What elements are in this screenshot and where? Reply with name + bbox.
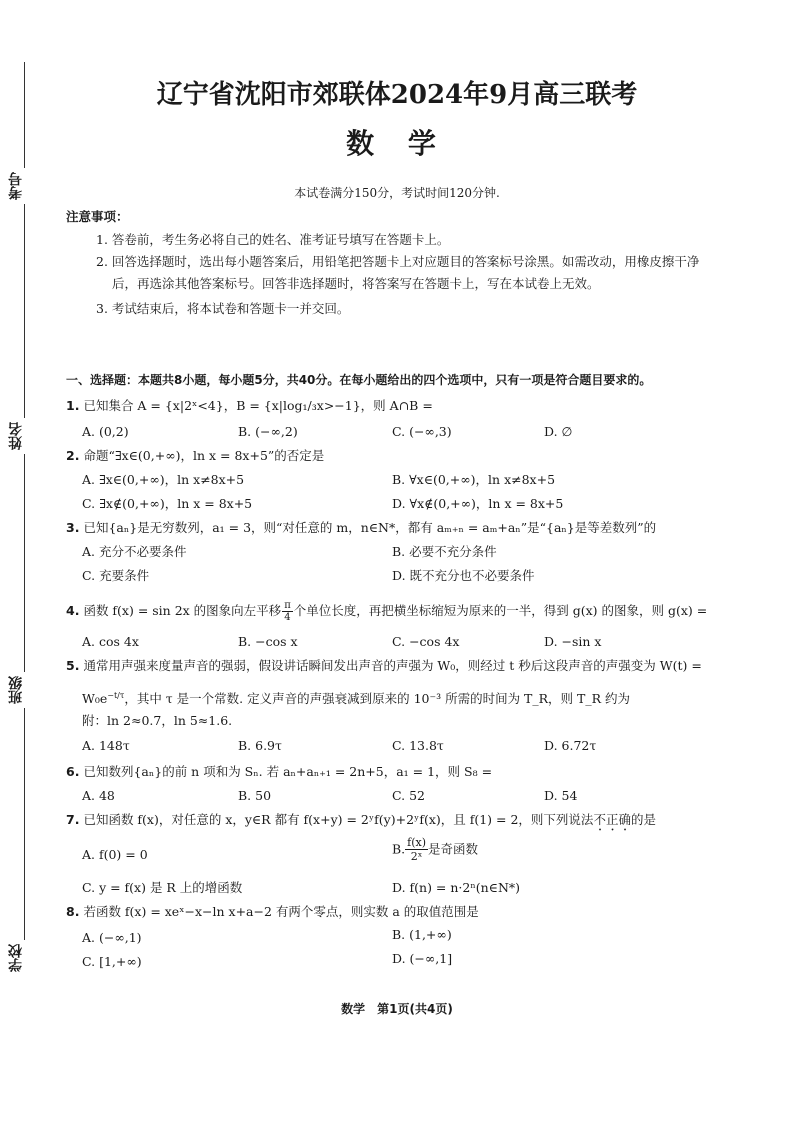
question-number: 3. <box>66 520 80 535</box>
option-a: A. cos 4x <box>82 634 139 649</box>
question-stem: 已知数列{aₙ}的前 n 项和为 Sₙ. 若 aₙ+aₙ₊₁ = 2n+5，a₁ = 1，则 S₈ = <box>83 764 493 779</box>
option-d: D. 54 <box>544 788 578 803</box>
option-a: A. 充分不必要条件 <box>82 544 187 559</box>
question-8 <box>66 904 479 920</box>
option-d: D. f(n) = n·2ⁿ(n∈N*) <box>392 880 521 895</box>
question-number: 2. <box>66 448 80 463</box>
formula: W₀e <box>82 691 108 707</box>
fraction-numerator: f(x) <box>407 836 427 849</box>
exam-title: 辽宁省沈阳市郊联体2024年9月高三联考 <box>156 80 638 110</box>
fraction-denominator: 2ˣ <box>410 850 423 863</box>
question-stem: 已知集合 A = {x|2ˣ<4}，B = {x|log₁/₃x>−1}，则 A∩B = <box>83 398 433 413</box>
option-b-tail: 是奇函数 <box>428 841 479 857</box>
option-c: C. ∃x∉(0,+∞)，ln x = 8x+5 <box>82 496 253 511</box>
option-c: C. −cos 4x <box>392 634 460 649</box>
question-number: 6. <box>66 764 80 779</box>
question-stem: 已知函数 f(x)，对任意的 x，y∈R 都有 f(x+y) = 2ʸf(y)+2ʸf(x)，且 f(1) = 2，则下列说法 <box>83 812 594 827</box>
note-item: 2. 回答选择题时，选出每小题答案后，用铅笔把答题卡上对应题目的答案标号涂黑。如需改动，用橡皮擦干净 <box>96 254 700 269</box>
question-stem: 已知{aₙ}是无穷数列，a₁ = 3，则“对任意的 m，n∈N*，都有 aₘ₊ₙ = aₘ+aₙ”是“{aₙ}是等差数列”的 <box>83 520 657 535</box>
note-item: 1. 答卷前，考生务必将自己的姓名、准考证号填写在答题卡上。 <box>96 232 450 247</box>
question-stem: 命题“∃x∈(0,+∞)，ln x = 8x+5”的否定是 <box>83 448 325 463</box>
option-b: B. ∀x∈(0,+∞)，ln x≠8x+5 <box>392 472 556 487</box>
emphasis-text: 不正确 <box>593 812 631 827</box>
fraction-denominator: 4 <box>284 612 291 623</box>
name-label: 姓名 <box>6 418 30 454</box>
option-b-letter: B. <box>392 841 406 857</box>
option-d: D. 6.72τ <box>544 738 597 753</box>
fraction <box>405 836 428 863</box>
option-a: A. f(0) = 0 <box>82 847 148 862</box>
question-3 <box>66 520 656 536</box>
section-heading: 一、选择题：本题共8小题，每小题5分，共40分。在每小题给出的四个选项中，只有一项是符合题目要求的。 <box>66 373 652 387</box>
question-7 <box>66 812 656 834</box>
question-5-appendix: 附：ln 2≈0.7，ln 5≈1.6. <box>82 713 233 728</box>
option-a: A. ∃x∈(0,+∞)，ln x≠8x+5 <box>82 472 245 487</box>
question-2 <box>66 448 324 464</box>
question-4 <box>66 600 707 623</box>
question-number: 7. <box>66 812 80 827</box>
option-b: B. 必要不充分条件 <box>392 544 497 559</box>
fraction-numerator: π <box>284 600 291 611</box>
question-stem: 若函数 f(x) = xeˣ−x−ln x+a−2 有两个零点，则实数 a 的取值范围是 <box>83 904 479 919</box>
question-6 <box>66 764 492 780</box>
score-info: 本试卷满分150分，考试时间120分钟. <box>294 186 500 200</box>
option-d: D. 既不充分也不必要条件 <box>392 568 535 583</box>
option-a: A. (−∞,1) <box>82 930 142 945</box>
option-d: D. (−∞,1] <box>392 951 453 966</box>
option-d: D. −sin x <box>544 634 602 649</box>
option-a: A. (0,2) <box>82 424 129 439</box>
question-stem-continued: ，其中 τ 是一个常数. 定义声音的声强衰减到原来的 10⁻³ 所需的时间为 T_R，则 T_R 约为 <box>124 691 631 707</box>
option-b: B. 50 <box>238 788 272 803</box>
question-stem: 函数 f(x) = sin 2x 的图象向左平移 <box>83 603 282 618</box>
option-d: D. ∅ <box>544 424 573 439</box>
option-a: A. 148τ <box>82 738 130 753</box>
option-c: C. 13.8τ <box>392 738 444 753</box>
school-label: 学校 <box>6 940 30 976</box>
question-5-line-2 <box>82 688 630 707</box>
question-number: 5. <box>66 658 80 673</box>
note-item: 3. 考试结束后，将本试卷和答题卡一并交回。 <box>96 301 350 316</box>
option-d: D. ∀x∉(0,+∞)，ln x = 8x+5 <box>392 496 564 511</box>
subject-title: 数 学 <box>346 127 448 160</box>
notes-heading: 注意事项： <box>66 209 129 224</box>
option-b: B. (−∞,2) <box>238 424 298 439</box>
option-b: B. −cos x <box>238 634 298 649</box>
option-c: C. 52 <box>392 788 425 803</box>
option-c: C. [1,+∞) <box>82 954 142 969</box>
exam-number-label: 考号 <box>6 168 30 204</box>
question-stem-tail: 个单位长度，再把横坐标缩短为原来的一半，得到 g(x) 的图象，则 g(x) = <box>293 603 708 618</box>
formula-exponent: −t/τ <box>107 691 125 700</box>
class-label: 班级 <box>6 672 30 708</box>
option-b: B. (1,+∞) <box>392 927 452 942</box>
question-number: 4. <box>66 603 80 618</box>
question-number: 1. <box>66 398 80 413</box>
option-a: A. 48 <box>82 788 115 803</box>
question-stem-tail: 的是 <box>630 812 656 827</box>
option-b <box>392 836 478 863</box>
note-item: 后，再选涂其他答案标号。回答非选择题时，将答案写在答题卡上，写在本试卷上无效。 <box>112 276 600 291</box>
option-b: B. 6.9τ <box>238 738 282 753</box>
question-1 <box>66 398 433 414</box>
question-number: 8. <box>66 904 80 919</box>
option-c: C. (−∞,3) <box>392 424 452 439</box>
fraction <box>282 600 293 623</box>
question-stem: 通常用声强来度量声音的强弱，假设讲话瞬间发出声音的声强为 W₀，则经过 t 秒后这段声音的声强变为 W(t) = <box>83 658 702 673</box>
question-5 <box>66 658 702 674</box>
page-footer: 数学 第1页(共4页) <box>341 1002 453 1016</box>
option-c: C. y = f(x) 是 R 上的增函数 <box>82 880 243 895</box>
option-c: C. 充要条件 <box>82 568 150 583</box>
